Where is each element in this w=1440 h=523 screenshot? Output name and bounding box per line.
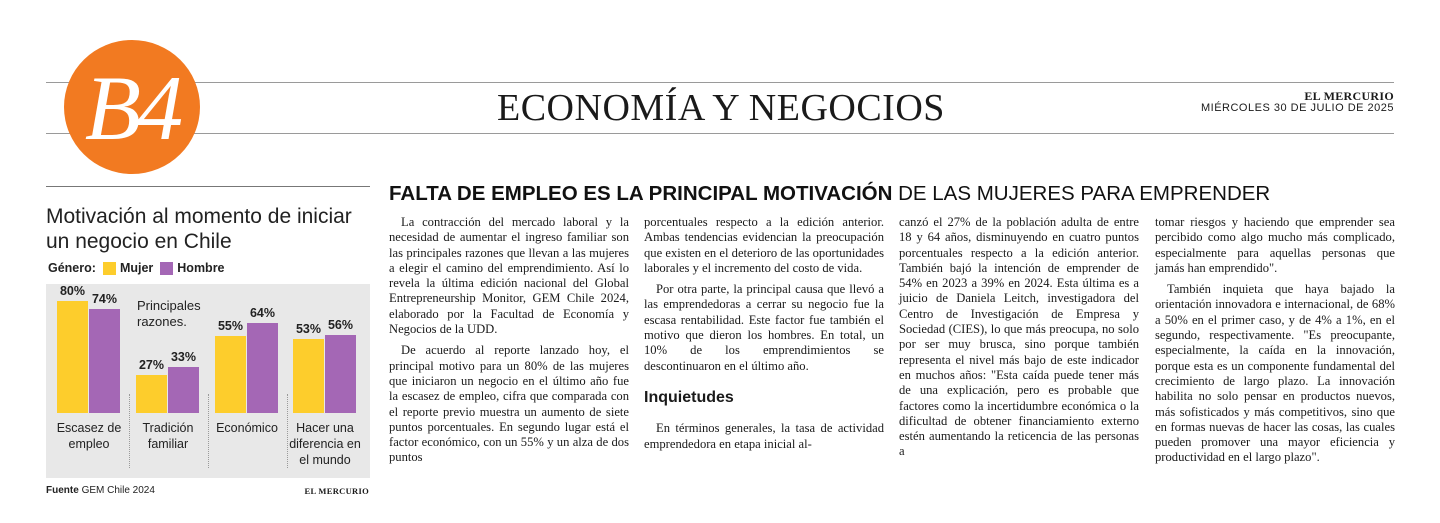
article-column-4	[1155, 215, 1395, 472]
page-number-badge	[64, 40, 200, 174]
bar-hombre	[325, 335, 356, 413]
header-rule-top	[46, 82, 1394, 83]
bar-value-label: 56%	[327, 317, 354, 332]
bar-value-label: 80%	[59, 284, 86, 298]
bar-hombre	[168, 367, 199, 413]
category-separator	[208, 394, 209, 468]
article-headline	[389, 181, 1270, 207]
legend-swatch-mujer	[103, 262, 116, 275]
headline-rest: DE LAS MUJERES PARA EMPRENDER	[892, 182, 1271, 205]
article-paragraph: tomar riesgos y haciendo que emprender sea percibido como algo mucho más complicado, especialmente para aquellas personas que jamás han emprendido".	[1155, 215, 1395, 275]
article-paragraph: canzó el 27% de la población adulta de entre 18 y 64 años, disminuyendo en cuatro puntos porcentuales respecto a la edición anterior. También bajó la intención de emprender de 54% en 2023 a 39% en 2024. Esta última es a juicio de Daniela Leitch, investigadora del Centro de Investigación de Empresa y Sociedad (CIES), lo que más preocupa, no solo por ser muy brusca, sino porque también representa el nivel más bajo de este indicador en muchos años: "Esta caída puede tener más de una explicación, pero es probable que factores como la incertidumbre económica o la dificultad de obtener financiamiento externo estén aumentando la reticencia de las personas a	[899, 215, 1139, 459]
legend-entry-hombre: Hombre	[177, 261, 225, 275]
category-label: Económico	[216, 421, 278, 435]
bar-value-label: 55%	[217, 319, 244, 333]
chart-credit: EL MERCURIO	[304, 486, 369, 496]
source-value: GEM Chile 2024	[81, 485, 155, 496]
article-paragraph: La contracción del mercado laboral y la necesidad de aumentar el ingreso familiar son las principales razones que llevan a las mujeres a elegir el camino del emprendimiento. Así lo revela la última edición nacional del Global Entrepreneurship Monitor, GEM Chile 2024, elaborado por la Facultad de Economía y Negocios de la UDD.	[389, 215, 629, 337]
infographic-rule	[46, 186, 370, 187]
article-column-1	[389, 215, 629, 472]
category-label: Hacer una diferencia en el mundo	[289, 421, 361, 467]
legend-swatch-hombre	[160, 262, 173, 275]
bar-value-label: 53%	[295, 321, 322, 336]
bar-value-label: 33%	[170, 349, 197, 364]
bar-mujer	[57, 301, 88, 413]
header-rule-bottom	[46, 133, 1394, 134]
article-paragraph: porcentuales respecto a la edición anterior. Ambas tendencias evidencian la preocupación que existen en el deterioro de las oportunidades laborales y el incremento del costo de vida.	[644, 215, 884, 275]
bar-value-label: 64%	[249, 306, 276, 321]
section-title: ECONOMÍA Y NEGOCIOS	[497, 87, 945, 129]
headline-bold: FALTA DE EMPLEO ES LA PRINCIPAL MOTIVACIÓN	[389, 182, 893, 205]
article-column-2	[644, 215, 884, 458]
article-paragraph: En términos generales, la tasa de actividad emprendedora en etapa inicial al-	[644, 421, 884, 451]
chart-legend	[48, 261, 225, 275]
category-separator	[129, 394, 130, 468]
article-paragraph: De acuerdo al reporte lanzado hoy, el principal motivo para un 80% de las mujeres que iniciaron un negocio en el último año fue la escasez de empleo, cifra que comparada con el reporte previo muestra un aumento de siete puntos porcentuales. En segundo lugar está el factor económico, con un 55% y un alza de dos puntos	[389, 343, 629, 465]
newspaper-name: EL MERCURIO	[1304, 89, 1394, 103]
legend-entry-mujer: Mujer	[119, 261, 154, 275]
bar-hombre	[89, 309, 120, 413]
bar-mujer	[215, 336, 246, 413]
chart-note: Principales razones.	[137, 298, 201, 329]
bar-value-label: 74%	[91, 292, 118, 307]
article-column-3	[899, 215, 1139, 466]
page-number: B4	[84, 57, 180, 159]
article-subhead: Inquietudes	[644, 388, 734, 406]
category-label: Escasez de empleo	[56, 421, 122, 451]
bar-hombre	[247, 323, 278, 413]
article-paragraph: Por otra parte, la principal causa que llevó a las emprendedoras a cerrar su negocio fue la escasa rentabilidad. Este factor fue también el motivo que dieron los hombres. En total, un 10% de los emprendimientos se descontinuaron en el último año.	[644, 282, 884, 373]
article-paragraph: También inquieta que haya bajado la orientación innovadora e internacional, de 68% a 50% en el primer caso, y de 4% a 1%, en el segundo, respectivamente. "Es preocupante, especialmente, la caída en la innovación, porque esta es un componente fundamental del crecimiento de largo plazo. La innovación habilita no solo pensar en productos nuevos, más sofisticados y más competitivos, sino que en formas nuevas de hacer las cosas, las cuales pueden promover una mayor eficiencia y productividad en el largo plazo".	[1155, 282, 1395, 465]
publication-date: MIÉRCOLES 30 DE JULIO DE 2025	[1200, 102, 1394, 114]
infographic-title: Motivación al momento de iniciar un negocio en Chile	[46, 205, 352, 253]
bar-mujer	[293, 339, 324, 413]
category-label: Tradición familiar	[142, 421, 194, 451]
chart-source	[46, 485, 155, 496]
bar-value-label: 27%	[138, 358, 165, 373]
source-label: Fuente	[46, 485, 79, 496]
legend-label: Género:	[48, 261, 96, 275]
bar-mujer	[136, 375, 167, 413]
